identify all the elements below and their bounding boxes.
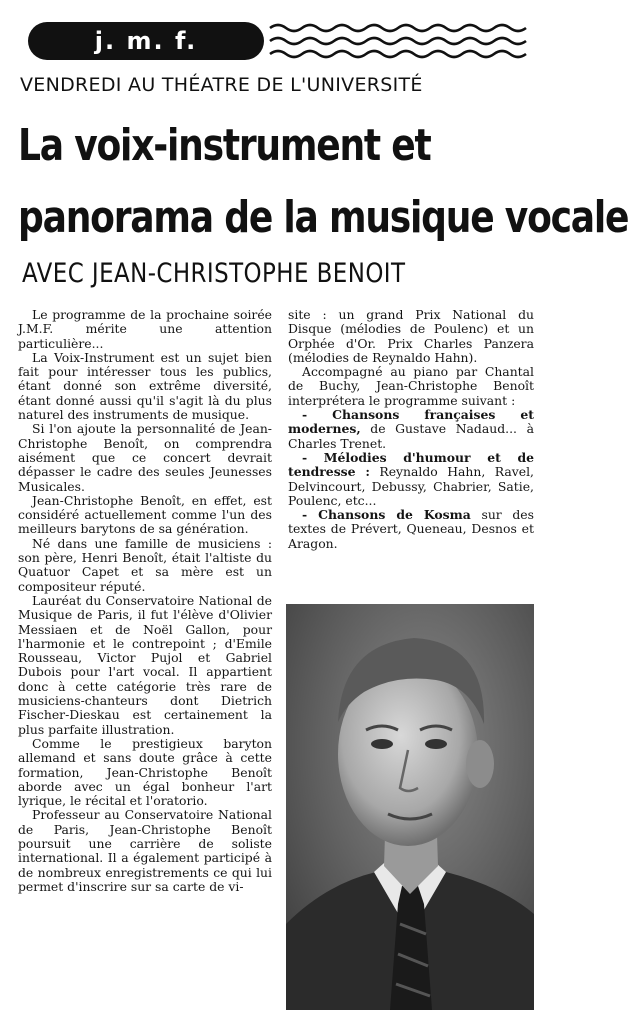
subheadline: AVEC JEAN-CHRISTOPHE BENOIT (22, 258, 406, 289)
paragraph: Jean-Christophe Benoît, en effet, est considéré actuellement comme l'un des meilleurs barytons de sa génération. (18, 492, 272, 537)
kicker-line: VENDREDI AU THÉATRE DE L'UNIVERSITÉ (20, 74, 423, 96)
paragraph: Lauréat du Conservatoire National de Musique de Paris, il fut l'élève d'Olivier Messiaen et de Noël Gallon, pour l'harmonie et le contrepoint ; d'Emile Rousseau, Victor Pujol et Gabriel Dubois pour l'art vocal. Il appartient donc à cette catégorie très rare de musiciens-chanteurs dont Dietrich Fischer-Dieskau est certainement la plus parfaite illustration. (18, 592, 272, 737)
article-column-right (288, 308, 534, 551)
paragraph: La Voix-Instrument est un sujet bien fait pour intéresser tous les publics, étant donné son extrême diversité, étant donné aussi qu'il s'agit là du plus naturel des instruments de musique. (18, 349, 272, 423)
program-item-title: - Mélodies d'humour et de tendresse : (288, 449, 534, 480)
portrait-photo (286, 604, 534, 1010)
paragraph: site : un grand Prix National du Disque (mélodies de Poulenc) et un Orphée d'Or. Prix Charles Panzera (mélodies de Reynaldo Hahn). (288, 307, 534, 365)
paragraph: Si l'on ajoute la personnalité de Jean-Christophe Benoît, on comprendra aisément que ce concert devrait dépasser le cadre des seules Jeunesses Musicales. (18, 421, 272, 494)
paragraph: Comme le prestigieux baryton allemand et sans doute grâce à cette formation, Jean-Christophe Benoît aborde avec un égal bonheur l'art lyrique, le récital et l'oratorio. (18, 735, 272, 809)
program-item-title: - Chansons de Kosma (302, 507, 471, 523)
program-item-text: sur des textes de Prévert, Queneau, Desnos et Aragon. (288, 507, 534, 551)
wave-ornament-icon (268, 20, 530, 62)
article-column-left (18, 308, 272, 894)
logo-text: j. m. f. (94, 27, 198, 55)
paragraph: Le programme de la prochaine soirée J.M.F. mérite une attention particulière... (18, 307, 272, 351)
paragraph: Accompagné au piano par Chantal de Buchy, Jean-Christophe Benoît interprétera le programme suivant : (288, 364, 534, 408)
headline-line-1: La voix-instrument et (18, 120, 431, 171)
jmf-logo (28, 22, 264, 60)
program-item (288, 508, 534, 551)
program-item-text: Reynaldo Hahn, Ravel, Delvincourt, Debussy, Chabrier, Satie, Poulenc, etc... (288, 464, 534, 508)
program-item (288, 451, 534, 508)
program-item-text: de Gustave Nadaud... à Charles Trenet. (288, 421, 534, 451)
paragraph: Né dans une famille de musiciens : son père, Henri Benoît, était l'altiste du Quatuor Capet et sa mère est un compositeur réputé. (18, 535, 272, 594)
portrait-illustration (286, 604, 534, 1010)
headline-line-2: panorama de la musique vocale (18, 192, 628, 243)
program-item (288, 408, 534, 451)
paragraph: Professeur au Conservatoire National de Paris, Jean-Christophe Benoît poursuit une carrière de soliste international. Il a également participé à de nombreux enregistrements ce qui lui permet d'inscrire sur sa carte de vi- (18, 807, 272, 894)
program-item-title: - Chansons françaises et modernes, (288, 407, 534, 437)
